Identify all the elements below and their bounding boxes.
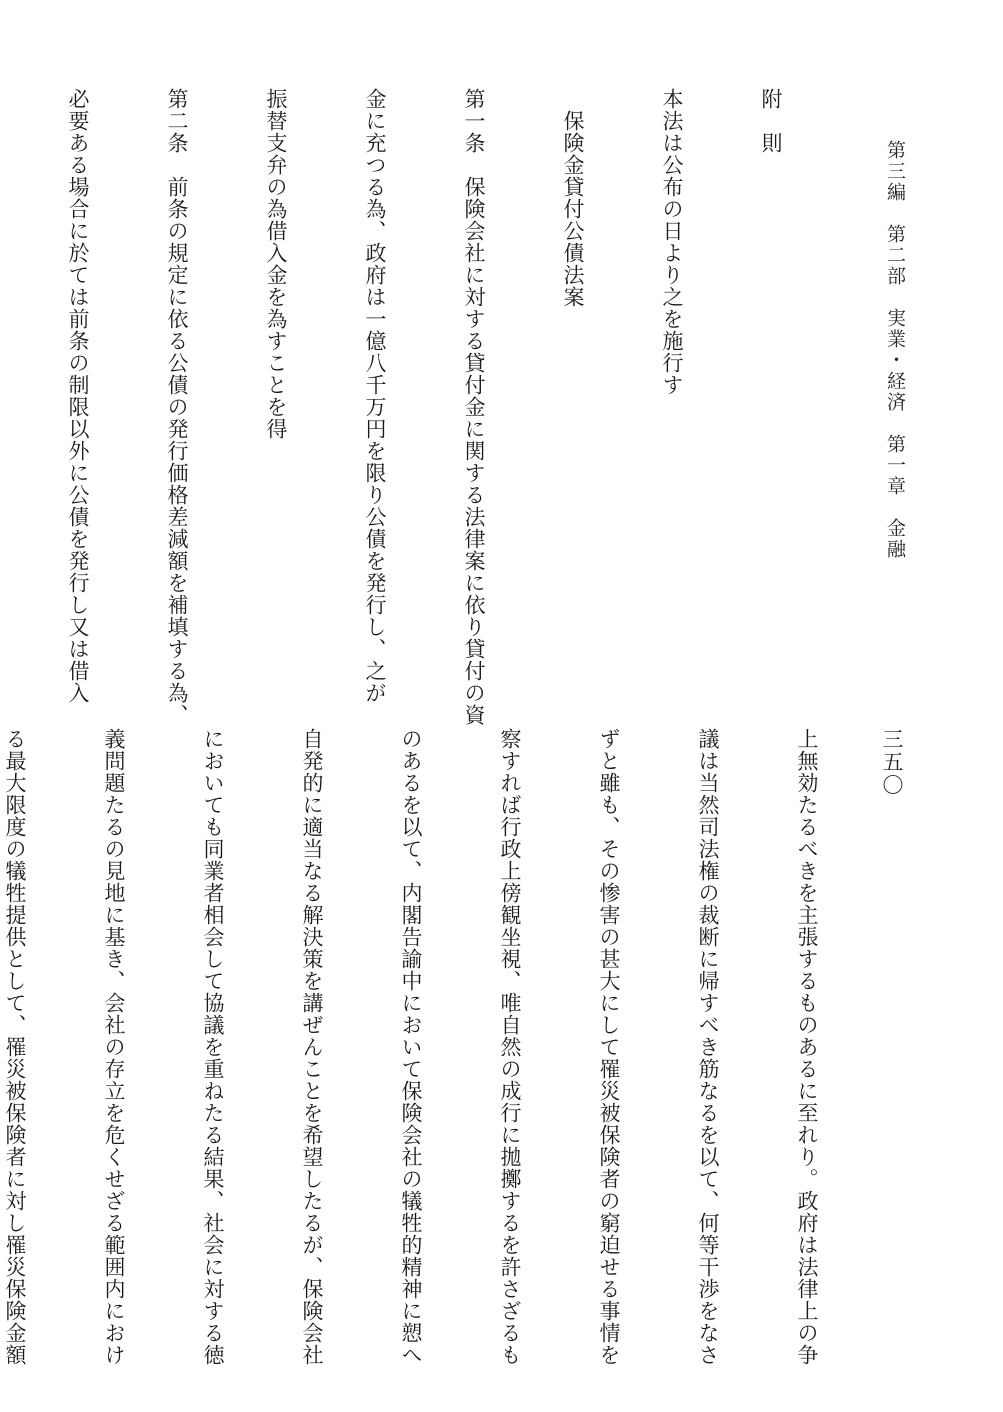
- text-column: る最大限度の犠牲提供として、罹災被保険者に対し罹災保険金額: [3, 728, 27, 1366]
- text-column: 上無効たるべきを主張するものあるに至れり。政府は法律上の争: [795, 728, 819, 1366]
- text-column: 義問題たるの見地に基き、会社の存立を危くせざる範囲内におけ: [102, 728, 126, 1366]
- text-column: 自発的に適当なる解決策を講ぜんことを希望したるが、保険会社: [300, 728, 324, 1366]
- text-column: ずと雖も、その惨害の甚大にして罹災被保険者の窮迫せる事情を: [597, 728, 621, 1366]
- text-column: 議は当然司法権の裁断に帰すべき筋なるを以て、何等干渉をなさ: [696, 728, 720, 1366]
- text-column: 第二条 前条の規定に依る公債の発行価格差減額を補填する為、: [165, 88, 189, 726]
- text-column: 保険金貸付公債法案: [561, 88, 585, 308]
- text-column: においても同業者相会して協議を重ねたる結果、社会に対する徳: [201, 728, 225, 1366]
- page-number: 三五〇: [880, 728, 904, 797]
- text-column: 本法は公布の日より之を施行す: [660, 88, 684, 396]
- top-text-block: [66, 88, 853, 726]
- text-column: 附 則: [759, 88, 783, 154]
- text-column: 必要ある場合に於ては前条の制限以外に公債を発行し又は借入: [66, 88, 90, 704]
- text-column: 第一条 保険会社に対する貸付金に関する法律案に依り貸付の資: [462, 88, 486, 726]
- text-column: のあるを以て、内閣告諭中において保険会社の犠牲的精神に愬へ: [399, 728, 423, 1366]
- bottom-text-block: [3, 728, 889, 1366]
- running-head: 第三編 第二部 実業・経済 第一章 金融: [884, 140, 906, 560]
- text-column: 振替支弁の為借入金を為すことを得: [264, 88, 288, 440]
- text-column: 察すれば行政上傍観坐視、唯自然の成行に拋擲するを許さざるも: [498, 728, 522, 1366]
- text-column: 金に充つる為、政府は一億八千万円を限り公債を発行し、之が: [363, 88, 387, 704]
